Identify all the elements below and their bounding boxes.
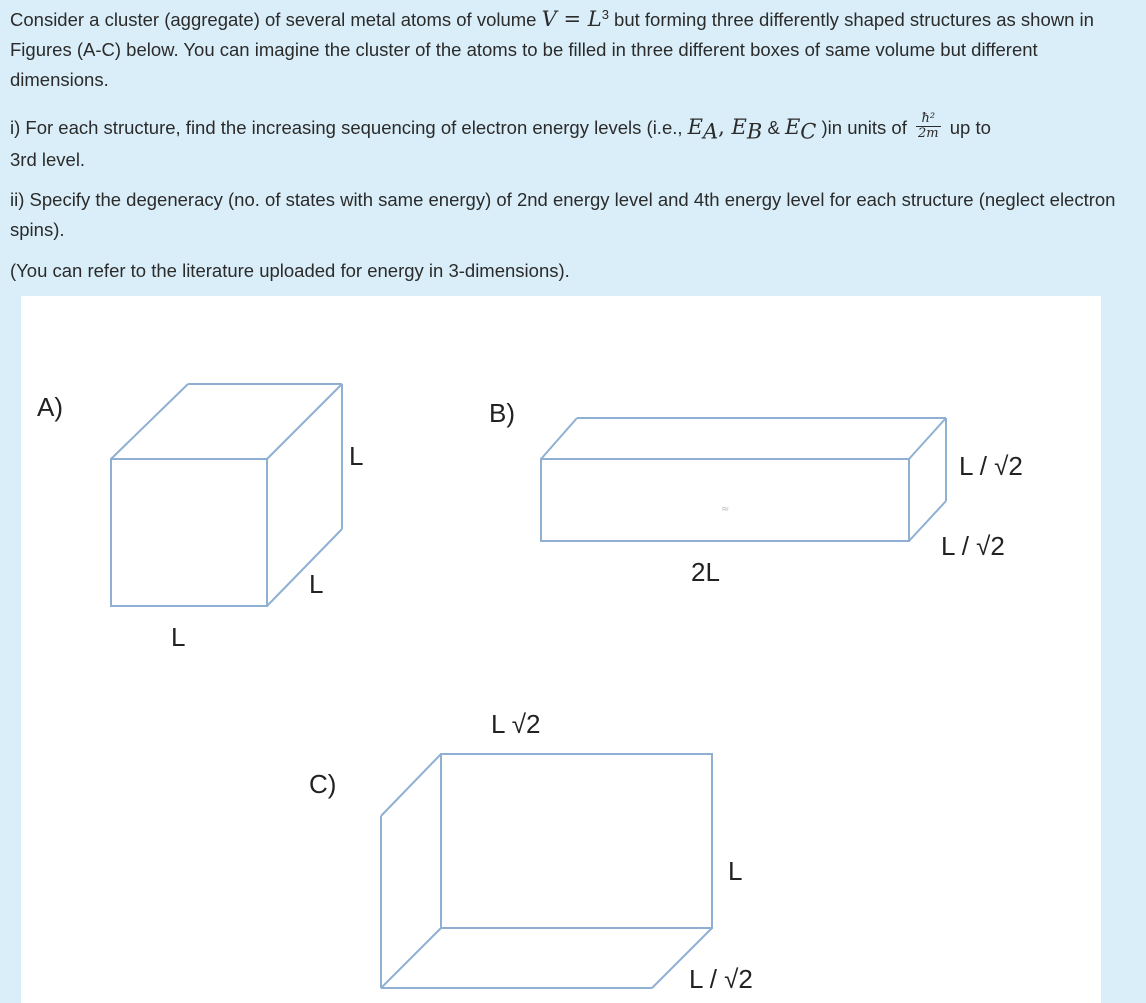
part-i-paragraph: i) For each structure, find the increasing sequencing of electron energy levels (i.e., $E_A$, $E_B$ & $E_C$ )in units of $\frac{\text{ħ²}}{2m}$ up to: [10, 110, 991, 144]
label-C-top: L √2: [491, 709, 541, 739]
label-A-depth: L: [349, 441, 364, 471]
math-EC: E: [784, 115, 801, 139]
math-exponent: 3: [601, 6, 609, 22]
label-B-depth: L / √2: [941, 531, 1005, 561]
label-A-width: L: [171, 622, 186, 652]
part-ii-paragraph: ii) Specify the degeneracy (no. of states with same energy) of 2nd energy level and 4th energy level for each structure (neglect electron spins).: [10, 189, 1116, 240]
math-EB-sub: B: [746, 119, 763, 144]
math-EC-sub: C: [800, 119, 817, 144]
box-C: [381, 754, 712, 988]
part-i-text: i) For each structure, find the increasing sequencing of electron energy levels (i.e.,: [10, 117, 688, 138]
label-C-bottom: L / √2: [689, 964, 753, 994]
label-C-side: L: [728, 856, 743, 886]
box-figures: [21, 296, 1101, 1003]
math-EA: E: [687, 115, 703, 139]
units-text: )in units of: [816, 117, 912, 138]
label-B-length: 2L: [691, 557, 720, 587]
label-A-diag: L: [309, 569, 324, 599]
note-paragraph: (You can refer to the literature uploaded for energy in 3-dimensions).: [10, 260, 570, 281]
ampersand: &: [762, 117, 785, 138]
math-V: V: [541, 7, 557, 31]
label-B-mark: ≈: [721, 504, 730, 515]
part-i-line2: 3rd level.: [10, 149, 86, 170]
math-EB: E: [731, 115, 747, 139]
math-EA-sub: A: [703, 119, 719, 144]
math-equals: =: [556, 7, 588, 31]
figure-svg: [21, 296, 1101, 1003]
math-L: L: [587, 7, 602, 31]
intro-text-rest: but forming three differently shaped structures as shown in Figures (A-C) below. You can imagine the cluster of the atoms to be filled in three different boxes of same volume but different dimensions.: [10, 9, 1094, 90]
fraction-numerator: ħ²: [916, 112, 941, 127]
label-A: A): [37, 392, 63, 422]
intro-paragraph: [10, 4, 1135, 95]
fraction-denominator: 2m: [918, 125, 939, 141]
label-B-height: L / √2: [959, 451, 1023, 481]
label-C: C): [309, 769, 337, 799]
intro-text: Consider a cluster (aggregate) of several metal atoms of volume: [10, 9, 542, 30]
box-A: [111, 384, 342, 606]
part-i-end: up to: [944, 117, 991, 138]
box-B: [541, 418, 946, 541]
label-B: B): [489, 398, 515, 428]
hbar-fraction: [916, 112, 941, 141]
